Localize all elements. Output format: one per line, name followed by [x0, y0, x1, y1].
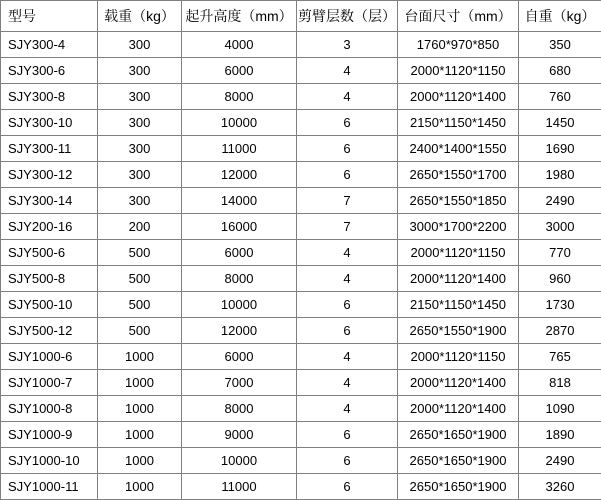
cell-platform-size: 2650*1650*1900 [398, 448, 519, 474]
cell-lift-height: 4000 [182, 32, 297, 58]
column-header-lift-height: 起升高度（mm） [182, 1, 297, 32]
cell-model: SJY1000-9 [1, 422, 98, 448]
table-header-row [1, 1, 601, 32]
cell-platform-size: 2000*1120*1400 [398, 84, 519, 110]
column-header-scissor-layers: 剪臂层数（层） [297, 1, 398, 32]
table-row [1, 396, 601, 422]
cell-scissor-layers: 4 [297, 58, 398, 84]
table-row [1, 214, 601, 240]
table-row [1, 32, 601, 58]
cell-lift-height: 8000 [182, 266, 297, 292]
cell-load: 500 [98, 292, 182, 318]
cell-platform-size: 2400*1400*1550 [398, 136, 519, 162]
cell-platform-size: 2650*1550*1700 [398, 162, 519, 188]
table-row [1, 448, 601, 474]
cell-self-weight: 770 [519, 240, 601, 266]
cell-self-weight: 3000 [519, 214, 601, 240]
cell-lift-height: 9000 [182, 422, 297, 448]
cell-self-weight: 2490 [519, 188, 601, 214]
cell-load: 1000 [98, 474, 182, 500]
column-header-load: 载重（kg） [98, 1, 182, 32]
cell-scissor-layers: 4 [297, 266, 398, 292]
table-row [1, 162, 601, 188]
table-row [1, 266, 601, 292]
cell-self-weight: 765 [519, 344, 601, 370]
cell-self-weight: 760 [519, 84, 601, 110]
cell-scissor-layers: 6 [297, 110, 398, 136]
cell-scissor-layers: 4 [297, 370, 398, 396]
cell-load: 1000 [98, 448, 182, 474]
cell-lift-height: 6000 [182, 58, 297, 84]
cell-lift-height: 6000 [182, 344, 297, 370]
cell-platform-size: 1760*970*850 [398, 32, 519, 58]
cell-model: SJY300-10 [1, 110, 98, 136]
table-row [1, 344, 601, 370]
cell-model: SJY300-6 [1, 58, 98, 84]
cell-model: SJY500-12 [1, 318, 98, 344]
cell-model: SJY1000-10 [1, 448, 98, 474]
cell-self-weight: 350 [519, 32, 601, 58]
cell-load: 1000 [98, 396, 182, 422]
cell-self-weight: 680 [519, 58, 601, 84]
cell-scissor-layers: 6 [297, 292, 398, 318]
cell-lift-height: 11000 [182, 474, 297, 500]
cell-load: 1000 [98, 370, 182, 396]
cell-lift-height: 12000 [182, 318, 297, 344]
cell-load: 300 [98, 162, 182, 188]
cell-scissor-layers: 6 [297, 136, 398, 162]
cell-lift-height: 10000 [182, 292, 297, 318]
cell-scissor-layers: 4 [297, 84, 398, 110]
cell-lift-height: 14000 [182, 188, 297, 214]
cell-load: 200 [98, 214, 182, 240]
cell-lift-height: 10000 [182, 448, 297, 474]
cell-platform-size: 2000*1120*1400 [398, 266, 519, 292]
table-row [1, 240, 601, 266]
table-row [1, 370, 601, 396]
table-row [1, 422, 601, 448]
cell-model: SJY200-16 [1, 214, 98, 240]
cell-platform-size: 2650*1550*1850 [398, 188, 519, 214]
cell-load: 500 [98, 266, 182, 292]
cell-self-weight: 1980 [519, 162, 601, 188]
cell-load: 1000 [98, 344, 182, 370]
cell-lift-height: 16000 [182, 214, 297, 240]
cell-self-weight: 2870 [519, 318, 601, 344]
cell-platform-size: 2000*1120*1400 [398, 396, 519, 422]
cell-scissor-layers: 4 [297, 240, 398, 266]
cell-lift-height: 12000 [182, 162, 297, 188]
cell-self-weight: 960 [519, 266, 601, 292]
column-header-platform-size: 台面尺寸（mm） [398, 1, 519, 32]
cell-lift-height: 6000 [182, 240, 297, 266]
cell-self-weight: 2490 [519, 448, 601, 474]
cell-model: SJY1000-11 [1, 474, 98, 500]
cell-model: SJY300-8 [1, 84, 98, 110]
cell-load: 300 [98, 58, 182, 84]
cell-platform-size: 2650*1550*1900 [398, 318, 519, 344]
cell-lift-height: 8000 [182, 396, 297, 422]
cell-load: 300 [98, 110, 182, 136]
cell-model: SJY300-14 [1, 188, 98, 214]
table-row [1, 58, 601, 84]
column-header-model: 型号 [1, 1, 98, 32]
cell-load: 300 [98, 188, 182, 214]
cell-scissor-layers: 7 [297, 214, 398, 240]
cell-platform-size: 3000*1700*2200 [398, 214, 519, 240]
cell-model: SJY1000-6 [1, 344, 98, 370]
table-row [1, 110, 601, 136]
cell-model: SJY1000-8 [1, 396, 98, 422]
cell-model: SJY1000-7 [1, 370, 98, 396]
table-row [1, 136, 601, 162]
cell-scissor-layers: 7 [297, 188, 398, 214]
cell-self-weight: 1450 [519, 110, 601, 136]
cell-load: 500 [98, 240, 182, 266]
cell-scissor-layers: 6 [297, 318, 398, 344]
cell-scissor-layers: 6 [297, 162, 398, 188]
cell-model: SJY300-4 [1, 32, 98, 58]
cell-platform-size: 2650*1650*1900 [398, 474, 519, 500]
cell-platform-size: 2000*1120*1150 [398, 240, 519, 266]
cell-model: SJY500-8 [1, 266, 98, 292]
cell-platform-size: 2150*1150*1450 [398, 110, 519, 136]
cell-platform-size: 2000*1120*1150 [398, 344, 519, 370]
cell-model: SJY500-10 [1, 292, 98, 318]
cell-self-weight: 1730 [519, 292, 601, 318]
cell-model: SJY300-12 [1, 162, 98, 188]
cell-lift-height: 10000 [182, 110, 297, 136]
cell-self-weight: 1090 [519, 396, 601, 422]
cell-self-weight: 1690 [519, 136, 601, 162]
cell-model: SJY500-6 [1, 240, 98, 266]
cell-load: 300 [98, 84, 182, 110]
table-row [1, 292, 601, 318]
cell-scissor-layers: 6 [297, 474, 398, 500]
table-row [1, 188, 601, 214]
cell-load: 500 [98, 318, 182, 344]
cell-scissor-layers: 6 [297, 422, 398, 448]
column-header-self-weight: 自重（kg） [519, 1, 601, 32]
table-row [1, 318, 601, 344]
table-row [1, 84, 601, 110]
cell-platform-size: 2000*1120*1400 [398, 370, 519, 396]
cell-platform-size: 2650*1650*1900 [398, 422, 519, 448]
cell-self-weight: 818 [519, 370, 601, 396]
table-row [1, 474, 601, 500]
cell-lift-height: 11000 [182, 136, 297, 162]
cell-self-weight: 3260 [519, 474, 601, 500]
cell-scissor-layers: 3 [297, 32, 398, 58]
cell-self-weight: 1890 [519, 422, 601, 448]
cell-platform-size: 2150*1150*1450 [398, 292, 519, 318]
cell-model: SJY300-11 [1, 136, 98, 162]
cell-platform-size: 2000*1120*1150 [398, 58, 519, 84]
cell-scissor-layers: 4 [297, 344, 398, 370]
cell-load: 1000 [98, 422, 182, 448]
cell-scissor-layers: 4 [297, 396, 398, 422]
cell-load: 300 [98, 32, 182, 58]
cell-lift-height: 7000 [182, 370, 297, 396]
cell-scissor-layers: 6 [297, 448, 398, 474]
cell-load: 300 [98, 136, 182, 162]
cell-lift-height: 8000 [182, 84, 297, 110]
